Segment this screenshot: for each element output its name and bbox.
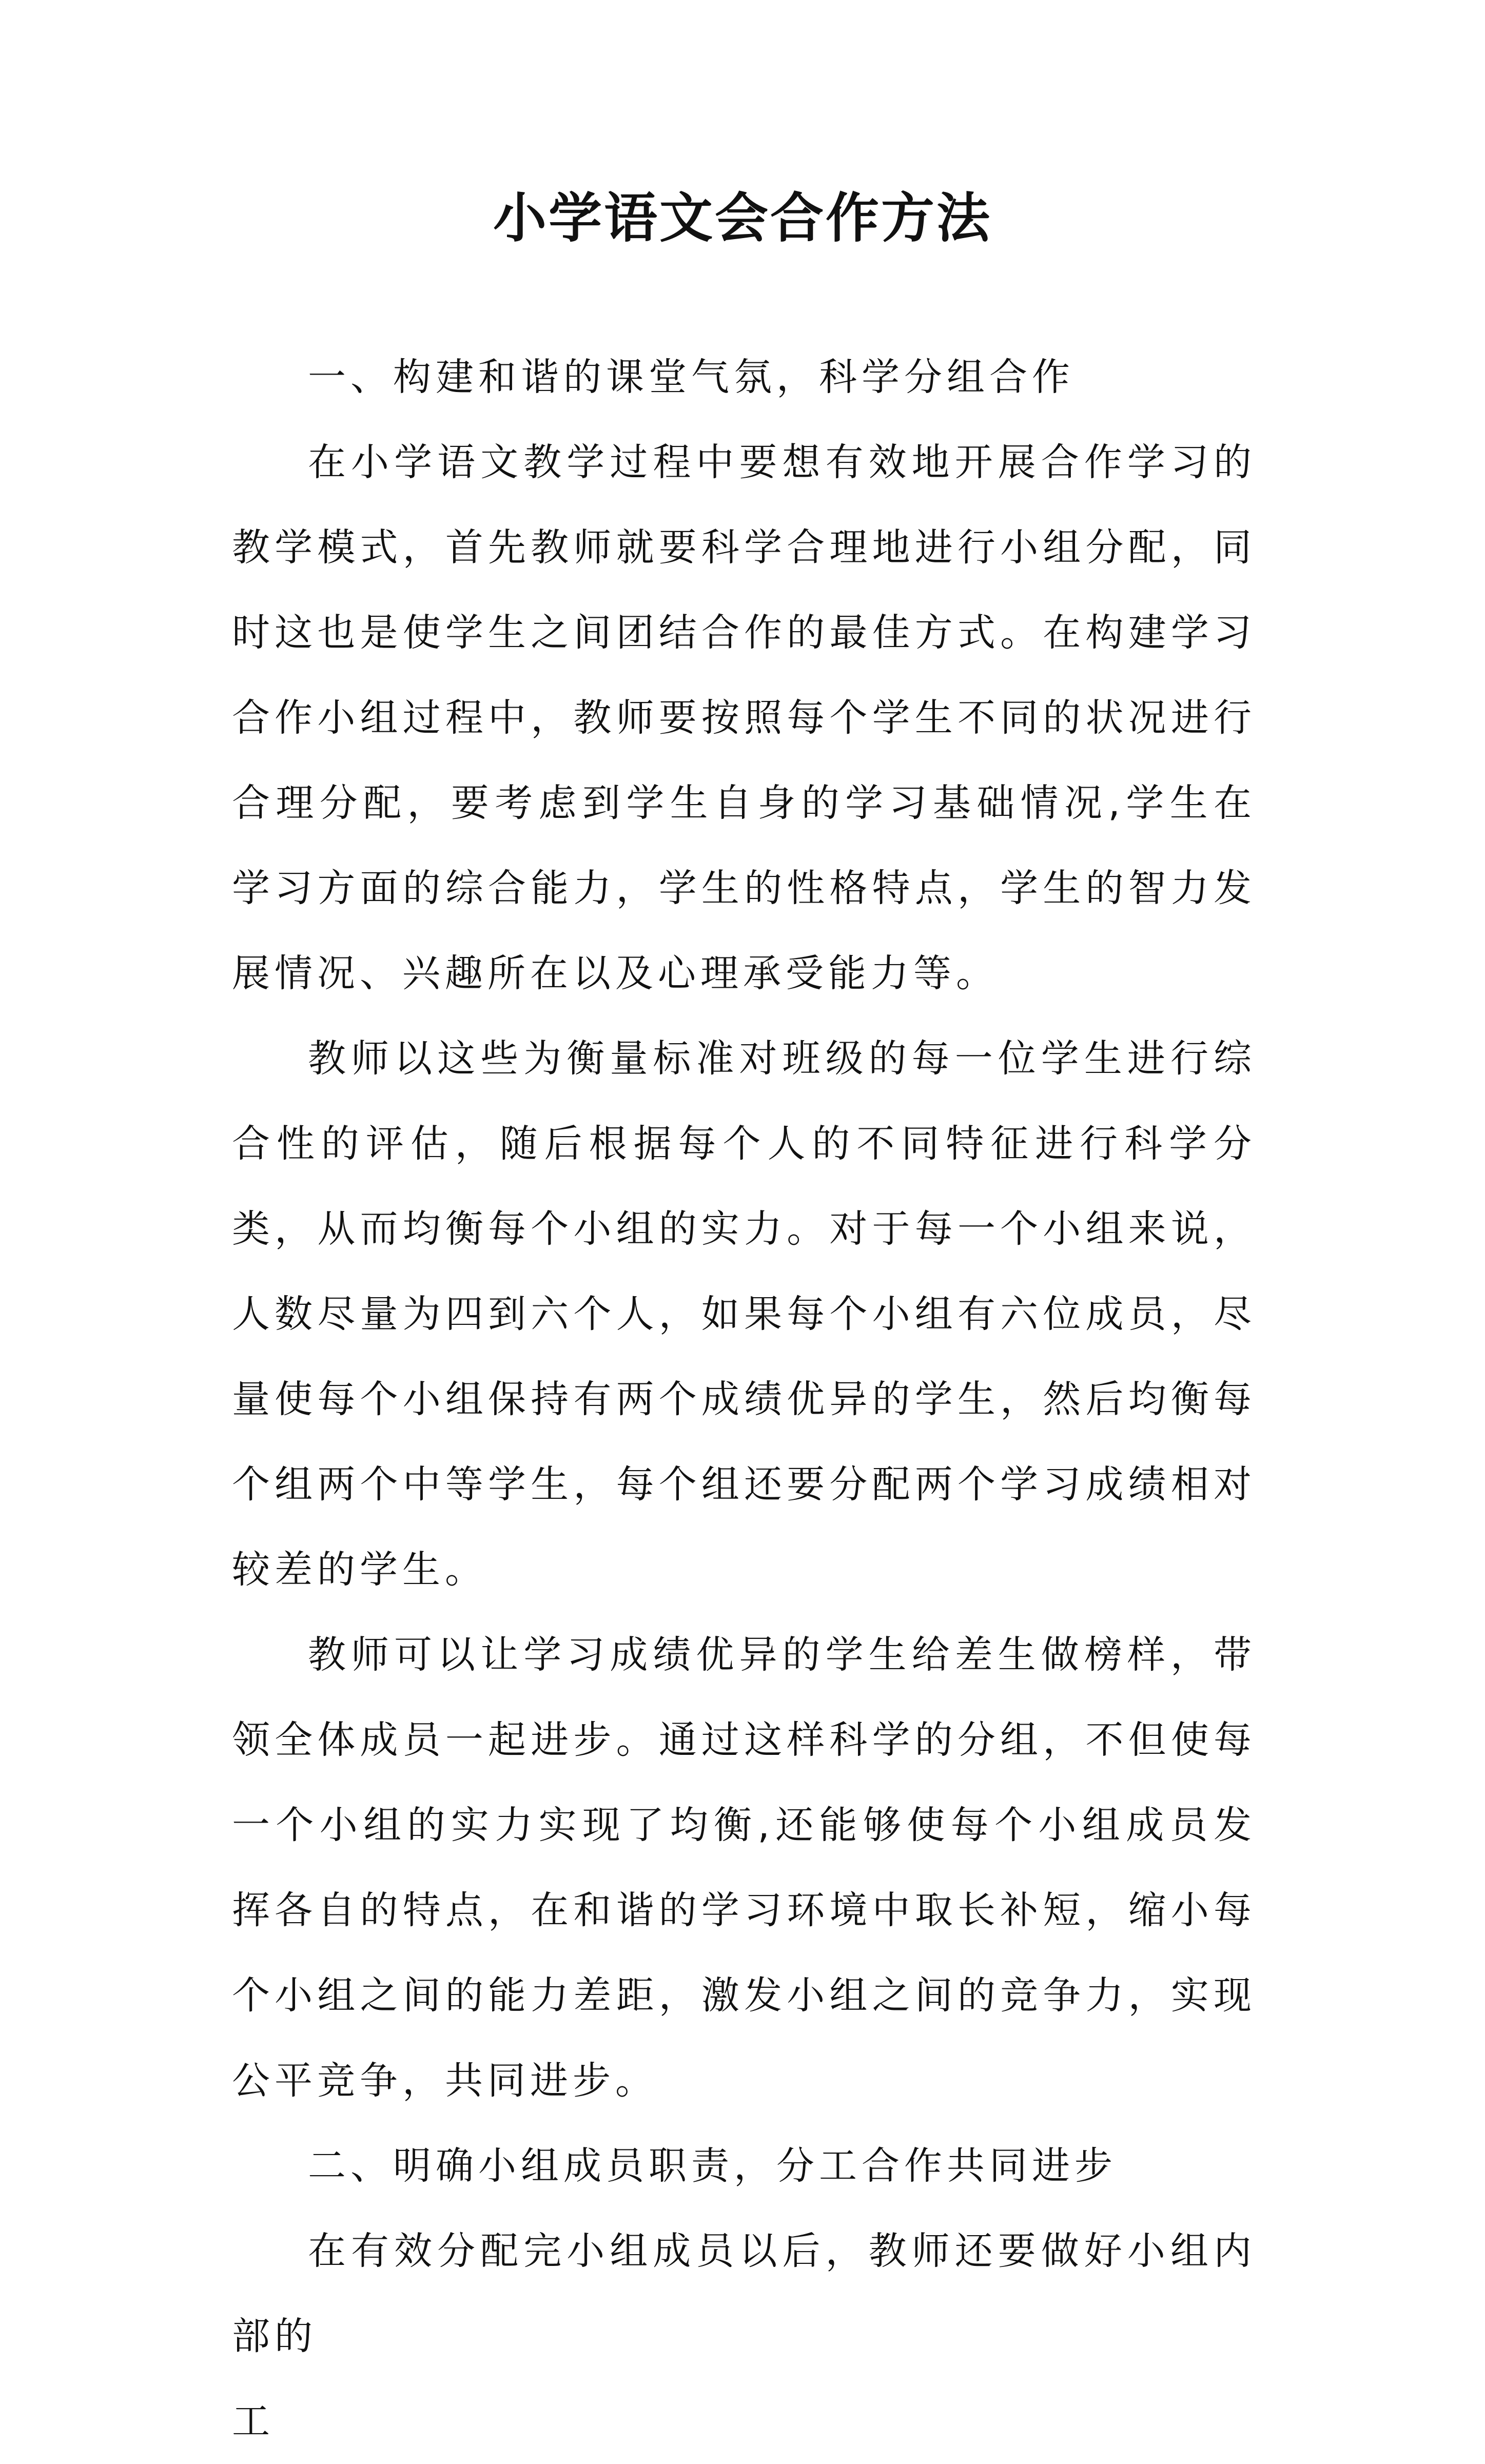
paragraph-4: 在有效分配完小组成员以后，教师还要做好小组内部的 — [232, 2229, 1256, 2358]
paragraph-3: 教师可以让学习成绩优异的学生给差生做榜样，带领全体成员一起进步。通过这样科学的分组，不但使每一个小组的实力实现了均衡,还能够使每个小组成员发挥各自的特点，在和谐的学习环境中取长补短，缩小每个小组之间的能力差距，激发小组之间的竞争力，实现公平竞争，共同进步。 — [232, 1633, 1256, 2103]
paragraph-4-continuation: 工 — [232, 2399, 275, 2443]
section-heading-2: 二、明确小组成员职责，分工合作共同进步 — [308, 2144, 1117, 2188]
document-body — [232, 335, 1256, 2464]
section-heading-1: 一、构建和谐的课堂气氛，科学分组合作 — [308, 355, 1074, 399]
document-title: 小学语文会合作方法 — [493, 186, 992, 249]
paragraph-2: 教师以这些为衡量标准对班级的每一位学生进行综合性的评估，随后根据每个人的不同特征进行科学分类，从而均衡每个小组的实力。对于每一个小组来说，人数尽量为四到六个人，如果每个小组有六位成员，尽量使每个小组保持有两个成绩优异的学生，然后均衡每个组两个中等学生，每个组还要分配两个学习成绩相对较差的学生。 — [232, 1037, 1256, 1592]
paragraph-1: 在小学语文教学过程中要想有效地开展合作学习的教学模式，首先教师就要科学合理地进行小组分配，同时这也是使学生之间团结合作的最佳方式。在构建学习合作小组过程中，教师要按照每个学生不同的状况进行合理分配，要考虑到学生自身的学习基础情况,学生在学习方面的综合能力，学生的性格特点，学生的智力发展情况、兴趣所在以及心理承受能力等。 — [232, 440, 1256, 995]
